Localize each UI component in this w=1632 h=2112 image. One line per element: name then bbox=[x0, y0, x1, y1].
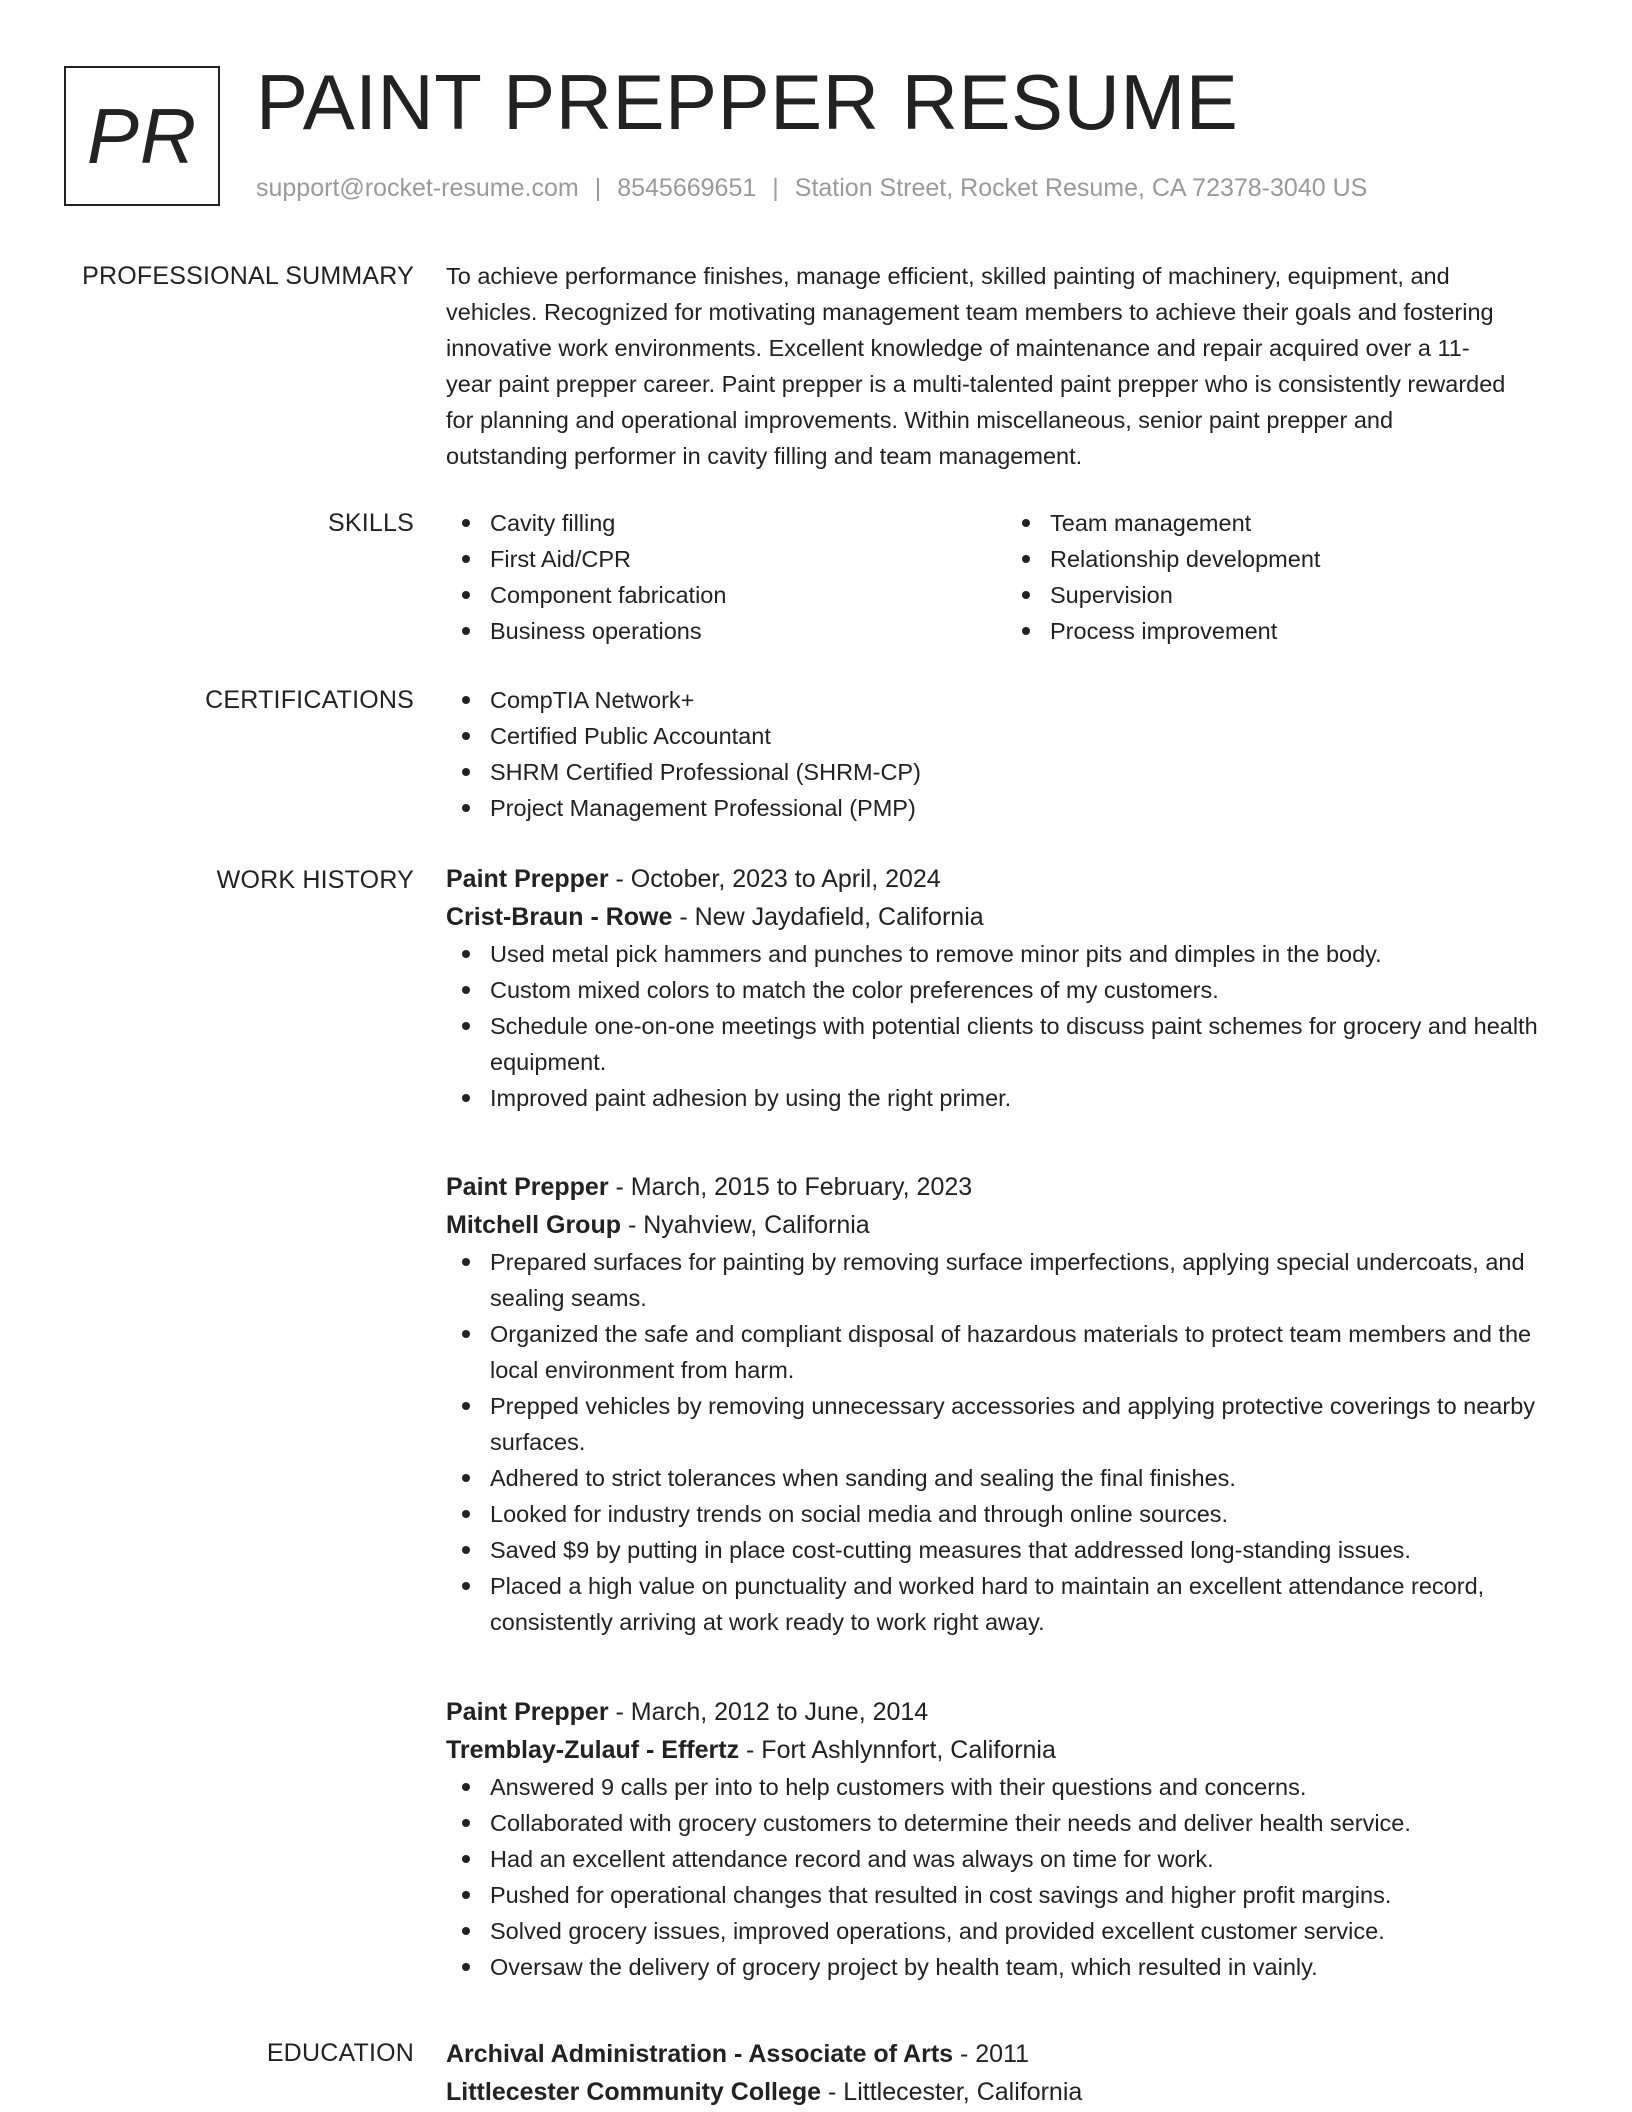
resume-title: PAINT PREPPER RESUME bbox=[256, 58, 1239, 146]
job-body bbox=[446, 860, 1566, 1116]
job-bullet: Improved paint adhesion by using the right primer. bbox=[490, 1080, 1566, 1116]
skill-item: Component fabrication bbox=[490, 577, 1006, 613]
section-label: CERTIFICATIONS bbox=[205, 686, 414, 714]
job-bullet: Adhered to strict tolerances when sanding and sealing the final finishes. bbox=[490, 1460, 1566, 1496]
education-school-line bbox=[446, 2073, 1566, 2111]
certification-item: Certified Public Accountant bbox=[490, 718, 1566, 754]
job-bullets bbox=[446, 936, 1566, 1116]
job-bullet: Oversaw the delivery of grocery project by health team, which resulted in vainly. bbox=[490, 1949, 1566, 1985]
job-title: Paint Prepper bbox=[446, 865, 609, 893]
job-company: Crist-Braun - Rowe bbox=[446, 903, 673, 931]
section-label: PROFESSIONAL SUMMARY bbox=[82, 262, 414, 290]
job-bullet: Schedule one-on-one meetings with potential clients to discuss paint schemes for grocery and health equipment. bbox=[490, 1008, 1566, 1080]
summary-line: innovative work environments. Excellent knowledge of maintenance and repair acquired over a 11- bbox=[446, 335, 1470, 361]
job-bullet: Custom mixed colors to match the color preferences of my customers. bbox=[490, 972, 1566, 1008]
summary-line: outstanding performer in cavity filling and team management. bbox=[446, 443, 1083, 469]
job-company-line bbox=[446, 1206, 1566, 1244]
job-bullet: Used metal pick hammers and punches to remove minor pits and dimples in the body. bbox=[490, 936, 1566, 972]
contact-separator: | bbox=[772, 174, 779, 202]
contact-email: support@rocket-resume.com bbox=[256, 174, 579, 202]
education-degree: Archival Administration - Associate of Arts bbox=[446, 2040, 954, 2068]
job-bullet: Prepared surfaces for painting by removing surface imperfections, applying special undercoats, and sealing seams. bbox=[490, 1244, 1566, 1316]
summary-line: vehicles. Recognized for motivating management team members to achieve their goals and fostering bbox=[446, 299, 1494, 325]
skills-list-right bbox=[1006, 505, 1566, 649]
education-school: Littlecester Community College bbox=[446, 2078, 822, 2106]
contact-address: Station Street, Rocket Resume, CA 72378-3040 US bbox=[794, 174, 1368, 202]
skill-item: Business operations bbox=[490, 613, 1006, 649]
job-title-line bbox=[446, 860, 1566, 898]
job-bullet: Prepped vehicles by removing unnecessary accessories and applying protective coverings to nearby surfaces. bbox=[490, 1388, 1566, 1460]
contact-line bbox=[256, 174, 1367, 203]
job-bullet: Collaborated with grocery customers to determine their needs and deliver health service. bbox=[490, 1805, 1566, 1841]
certifications-body bbox=[446, 682, 1566, 826]
education-location: - Littlecester, California bbox=[821, 2078, 1083, 2106]
certification-item: CompTIA Network+ bbox=[490, 682, 1566, 718]
job-body bbox=[446, 1693, 1566, 1985]
job-dates: - March, 2012 to June, 2014 bbox=[608, 1698, 929, 1726]
job-bullets bbox=[446, 1244, 1566, 1640]
skill-item: Process improvement bbox=[1050, 613, 1566, 649]
job-bullet: Had an excellent attendance record and was always on time for work. bbox=[490, 1841, 1566, 1877]
job-bullet: Solved grocery issues, improved operations, and provided excellent customer service. bbox=[490, 1913, 1566, 1949]
education-body bbox=[446, 2035, 1566, 2111]
job-company-line bbox=[446, 898, 1566, 936]
job-bullet: Answered 9 calls per into to help customers with their questions and concerns. bbox=[490, 1769, 1566, 1805]
contact-phone: 8545669651 bbox=[617, 174, 757, 202]
skill-item: Supervision bbox=[1050, 577, 1566, 613]
skill-item: First Aid/CPR bbox=[490, 541, 1006, 577]
job-bullet: Saved $9 by putting in place cost-cutting measures that addressed long-standing issues. bbox=[490, 1532, 1566, 1568]
job-location: - Nyahview, California bbox=[621, 1211, 870, 1239]
job-bullet: Placed a high value on punctuality and worked hard to maintain an excellent attendance record, consistently arriving at work ready to work right away. bbox=[490, 1568, 1566, 1640]
section-label: SKILLS bbox=[328, 509, 414, 537]
job-bullets bbox=[446, 1769, 1566, 1985]
education-degree-line bbox=[446, 2035, 1566, 2073]
job-dates: - October, 2023 to April, 2024 bbox=[608, 865, 941, 893]
certifications-list bbox=[446, 682, 1566, 826]
skill-item: Cavity filling bbox=[490, 505, 1006, 541]
job-location: - New Jaydafield, California bbox=[672, 903, 984, 931]
summary-line: year paint prepper career. Paint prepper is a multi-talented paint prepper who is consistently rewarded bbox=[446, 371, 1506, 397]
summary-body bbox=[446, 258, 1566, 474]
section-label: WORK HISTORY bbox=[216, 866, 414, 894]
job-title-line bbox=[446, 1168, 1566, 1206]
skill-item: Relationship development bbox=[1050, 541, 1566, 577]
job-location: - Fort Ashlynnfort, California bbox=[739, 1736, 1056, 1764]
summary-line: for planning and operational improvements. Within miscellaneous, senior paint prepper and bbox=[446, 407, 1394, 433]
skill-item: Team management bbox=[1050, 505, 1566, 541]
skills-list-left bbox=[446, 505, 1006, 649]
job-title: Paint Prepper bbox=[446, 1698, 609, 1726]
job-body bbox=[446, 1168, 1566, 1640]
job-company: Tremblay-Zulauf - Effertz bbox=[446, 1736, 740, 1764]
certification-item: Project Management Professional (PMP) bbox=[490, 790, 1566, 826]
summary-line: To achieve performance finishes, manage efficient, skilled painting of machinery, equipment, and bbox=[446, 263, 1450, 289]
skills-body bbox=[446, 505, 1566, 649]
job-title: Paint Prepper bbox=[446, 1173, 609, 1201]
section-label: EDUCATION bbox=[266, 2039, 414, 2067]
job-company-line bbox=[446, 1731, 1566, 1769]
certification-item: SHRM Certified Professional (SHRM-CP) bbox=[490, 754, 1566, 790]
education-year: - 2011 bbox=[953, 2040, 1030, 2068]
job-bullet: Organized the safe and compliant disposal of hazardous materials to protect team members and the local environment from harm. bbox=[490, 1316, 1566, 1388]
job-dates: - March, 2015 to February, 2023 bbox=[608, 1173, 973, 1201]
job-company: Mitchell Group bbox=[446, 1211, 621, 1239]
job-title-line bbox=[446, 1693, 1566, 1731]
monogram-text: PR bbox=[86, 91, 198, 180]
job-bullet: Looked for industry trends on social media and through online sources. bbox=[490, 1496, 1566, 1532]
monogram-logo bbox=[64, 66, 220, 206]
job-bullet: Pushed for operational changes that resulted in cost savings and higher profit margins. bbox=[490, 1877, 1566, 1913]
contact-separator: | bbox=[594, 174, 602, 202]
